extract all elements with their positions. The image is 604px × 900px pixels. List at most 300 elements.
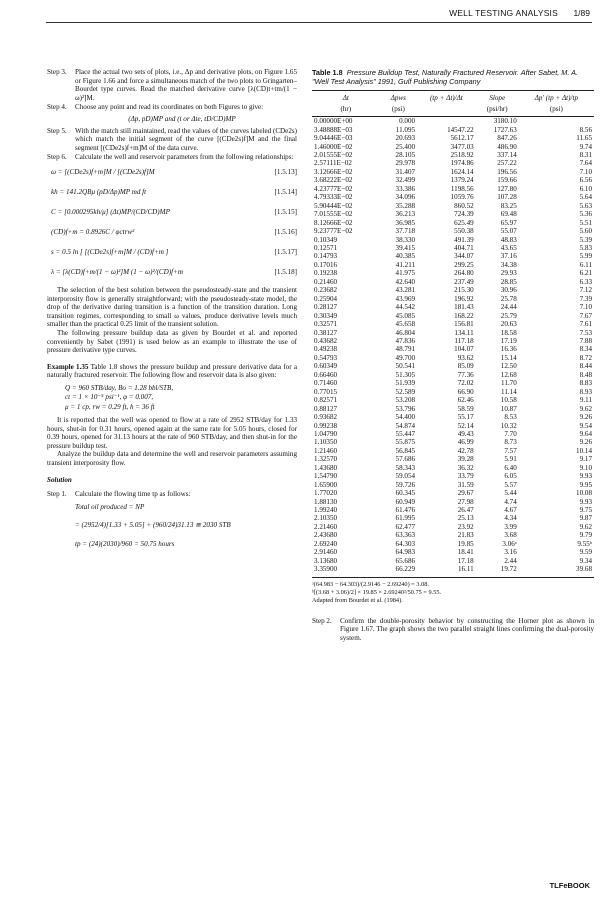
table-cell: 2.44	[504, 556, 517, 565]
table-cell: 29.67	[457, 489, 474, 498]
table-row	[312, 312, 594, 320]
table-cell: 5612.17	[450, 134, 474, 143]
table-cell: 5.91	[504, 455, 517, 464]
table-row	[312, 405, 594, 413]
table-cell: 28.105	[395, 151, 416, 159]
table-cell	[417, 117, 476, 126]
table-cell: 1.32570	[314, 455, 338, 464]
column-unit: (psi)	[380, 104, 417, 117]
table-cell: 59.054	[395, 472, 416, 481]
table-row	[312, 151, 594, 159]
table-row	[312, 176, 594, 184]
table-cell: 5.63	[579, 201, 592, 210]
table-cell: 0.32571	[314, 320, 338, 329]
table-cell: 9.17	[579, 455, 592, 464]
table-cell: 21.83	[457, 531, 474, 540]
table-cell: 5.60	[579, 227, 592, 236]
right-column	[312, 68, 594, 643]
table-cell: 3.68	[504, 531, 517, 540]
table-cell: 63.363	[395, 531, 416, 540]
table-cell: 1.04790	[314, 429, 338, 438]
table-cell: 9.74	[579, 142, 592, 151]
table-cell: 20.693	[395, 134, 416, 143]
table-cell: 1.21460	[314, 446, 338, 455]
table-cell: 7.67	[579, 311, 592, 320]
table-cell: 9.75	[579, 506, 592, 515]
table-row	[312, 557, 594, 565]
table-cell: 11.095	[395, 125, 416, 134]
table-cell: 0.000	[399, 117, 416, 126]
table-cell: 93.62	[457, 353, 474, 362]
table-cell: 56.845	[395, 446, 416, 455]
step-3: Step 3. Place the actual two sets of plots, i.e., Δp and derivative plots, on Figure 1.65 or Figure 1.66 and force a simultaneous match of the two plots to Gringarten–Bourdet type curves. Read the matched derivative curve [λ(CD)t+tm/(1 − ω)²]M.	[47, 68, 297, 102]
table-cell: 159.66	[497, 176, 517, 185]
table-cell: 42.640	[395, 277, 416, 286]
table-cell: 8.53	[504, 413, 517, 422]
table-row	[312, 193, 594, 201]
table-cell: 1.54790	[314, 472, 338, 481]
table-row	[312, 362, 594, 370]
table-row	[312, 379, 594, 387]
table-cell: 25.79	[500, 311, 517, 320]
column-header: (tp + Δt)/Δt	[417, 91, 476, 104]
solution-step-2: Step 2. Confirm the double-porosity behavior by constructing the Horner plot as shown in Figure 1.67. The graph shows the two parallel straight lines confirming the dual-porosity system.	[312, 616, 594, 642]
table-cell: 54.874	[395, 421, 416, 430]
table-cell: 11.65	[576, 134, 592, 143]
table-row	[312, 134, 594, 142]
table-cell: 156.81	[454, 320, 474, 329]
table-row	[312, 388, 594, 396]
table-cell: 0.88127	[314, 404, 338, 413]
table-cell: 19.72	[500, 565, 517, 574]
table-cell: 65.97	[500, 218, 517, 227]
table-cell: 19.85	[457, 539, 474, 548]
table-cell: 5.99	[579, 252, 592, 261]
table-cell: 2.57111E−02	[314, 159, 352, 168]
table-cell: 53.208	[395, 396, 416, 405]
table-cell: 0.19238	[314, 269, 338, 278]
table-cell: 2518.92	[450, 151, 474, 159]
table-cell: 491.39	[454, 235, 474, 244]
table-row	[312, 455, 594, 463]
table-cell: 64.303	[395, 539, 416, 548]
table-cell: 57.686	[395, 455, 416, 464]
table-cell: 52.589	[395, 387, 416, 396]
table-cell: 8.12666E−02	[314, 218, 353, 227]
table-cell: 55.17	[457, 413, 474, 422]
table-cell: 1.99240	[314, 506, 338, 515]
table-cell: 1.77020	[314, 489, 338, 498]
table-cell: 6.11	[579, 260, 592, 269]
table-cell: 1974.86	[450, 159, 474, 168]
table-cell: 0.14793	[314, 252, 338, 261]
table-cell: 48.791	[395, 345, 416, 354]
given-data: Q = 960 STB/day, Bo = 1.28 bbl/STB, ct = 1 × 10⁻⁵ psi⁻¹, φ = 0.007, μ = 1 cp, rw = 0.29 ft, h = 36 ft	[65, 383, 174, 411]
table-cell: 40.385	[395, 252, 416, 261]
table-row	[312, 210, 594, 218]
table-cell: 0.82571	[314, 396, 338, 405]
table-cell: 344.07	[454, 252, 474, 261]
table-row	[312, 514, 594, 522]
table-cell: 36.985	[395, 218, 416, 227]
table-notes: ᵃ(64.983 − 64.303)/(2.9146 − 2.69240) = 3.08. ᵇ[(3.68 + 3.06)/2] × 19.85 × 2.69240²/50.75 = 9.55. Adapted from Bourdet et al. (1984).	[312, 580, 442, 604]
table-cell: 58.343	[395, 463, 416, 472]
table-cell: 10.87	[500, 404, 517, 413]
table-cell: 45.658	[395, 320, 416, 329]
table-cell: 39.28	[457, 455, 474, 464]
page-number: 1/89	[573, 8, 590, 18]
match-point-coords: (Δp, pD)MP and (t or Δte, tD/CD)MP	[128, 114, 236, 123]
table-cell: 77.36	[457, 370, 474, 379]
table-cell: 9.26	[579, 438, 592, 447]
table-cell: 8.56	[579, 125, 592, 134]
table-cell: 0.60349	[314, 362, 338, 371]
table-cell: 5.51	[579, 218, 592, 227]
table-cell: 0.30349	[314, 311, 338, 320]
paragraph-solution-selection: The selection of the best solution between the pseudosteady-state and the transient interporosity flow is generally straightforward; with the pseudosteady-state model, the drop of the derivative during transition is a function of the transition duration. Long transition regimes, corresponding to small ω values, produce derivative levels much smaller than the practical 0.25 limit of the transient solution.	[47, 285, 297, 329]
table-cell: 2.43680	[314, 531, 338, 540]
table-cell: 55.07	[500, 227, 517, 236]
table-cell: 5.57	[504, 480, 517, 489]
table-cell: 69.48	[500, 210, 517, 219]
table-cell: 9.79	[579, 531, 592, 540]
table-cell: 1198.56	[450, 184, 474, 193]
table-cell: 0.10349	[314, 235, 338, 244]
table-row	[312, 269, 594, 277]
table-row	[312, 464, 594, 472]
table-cell: 8.73	[504, 438, 517, 447]
table-cell: 18.41	[457, 548, 474, 557]
table-cell: 53.796	[395, 404, 416, 413]
solution-step-1: Step 1. Calculate the flowing time tp as follows:	[47, 490, 191, 499]
table-row	[312, 295, 594, 303]
table-cell: 0.66460	[314, 370, 338, 379]
table-row	[312, 422, 594, 430]
table-cell: 43.969	[395, 294, 416, 303]
example-1-35: Example 1.35 Table 1.8 shows the pressure buildup and pressure derivative data for a naturally fractured reservoir. The following flow and reservoir data is also given:	[47, 362, 297, 380]
paragraph-task: Analyze the buildup data and determine the well and reservoir parameters assuming transient interporosity flow.	[47, 450, 297, 468]
paragraph-flow-history: It is reported that the well was opened to flow at a rate of 2952 STB/day for 1.33 hours, shut-in for 0.31 hours, opened again at the same rate for 5.05 hours, closed for 0.39 hours, opened for 31.13 hours at the rate of 960 STB/day, and then shut-in for the pressure buildup test.	[47, 416, 297, 450]
table-row	[312, 506, 594, 514]
table-cell: 8.48	[579, 370, 592, 379]
table-cell: 29.93	[500, 269, 517, 278]
table-cell: 5.39	[579, 235, 592, 244]
table-cell: 0.23682	[314, 286, 338, 295]
table-row	[312, 354, 594, 362]
table-cell: 34.38	[500, 260, 517, 269]
table-cell: 860.52	[454, 201, 474, 210]
table-row	[312, 447, 594, 455]
table-cell: 60.949	[395, 497, 416, 506]
column-unit: (psi/hr)	[476, 104, 519, 117]
table-cell: 41.975	[395, 269, 416, 278]
table-cell: 4.79333E−02	[314, 193, 353, 202]
table-row	[312, 489, 594, 497]
calc-cumulative: = (2952/4)[1.33 + 5.05] + (960/24)31.13 ≅ 2030 STB	[75, 521, 231, 530]
table-cell: 0.43682	[314, 336, 338, 345]
table-cell: 30.96	[500, 286, 517, 295]
table-cell: 61.476	[395, 506, 416, 515]
table-caption: Table 1.8 Pressure Buildup Test, Naturally Fractured Reservoir. After Sabet, M. A. "Well Test Analysis" 1991, Gulf Publishing Company	[312, 68, 579, 86]
table-row	[312, 345, 594, 353]
table-cell: 4.67	[504, 506, 517, 515]
buildup-data-table	[312, 90, 594, 578]
table-cell: 0.71460	[314, 379, 338, 388]
table-cell: 215.30	[454, 286, 474, 295]
column-unit: (hr)	[312, 104, 380, 117]
table-cell: 46.804	[395, 328, 416, 337]
table-cell: 9.11	[579, 396, 592, 405]
table-cell: 7.88	[579, 336, 592, 345]
table-cell: 29.978	[395, 159, 416, 168]
table-cell: 42.78	[457, 446, 474, 455]
table-row	[312, 219, 594, 227]
table-cell: 847.26	[497, 134, 517, 143]
table-cell: 33.386	[395, 184, 416, 193]
table-cell: 72.02	[457, 379, 474, 388]
table-cell: 5.64	[579, 193, 592, 202]
table-row	[312, 227, 594, 235]
equation-1-5-14: kh = 141.2QBμ (pD/Δp)MP md ft [1.5.14]	[51, 187, 297, 196]
table-cell: 25.400	[395, 142, 416, 151]
table-row	[312, 244, 594, 252]
table-cell: 12.68	[500, 370, 517, 379]
footer-watermark: TLFeBOOK	[549, 881, 590, 890]
table-row	[312, 261, 594, 269]
table-cell	[519, 117, 594, 126]
table-cell: 10.14	[576, 446, 592, 455]
table-cell: 0.93682	[314, 413, 338, 422]
table-row	[312, 371, 594, 379]
table-cell: 9.04446E−03	[314, 134, 353, 143]
table-cell: 0.28127	[314, 303, 338, 312]
table-cell: 83.25	[500, 201, 517, 210]
table-cell: 0.25904	[314, 294, 338, 303]
table-cell: 5.44	[504, 489, 517, 498]
table-cell: 337.14	[497, 151, 517, 159]
table-cell: 18.58	[500, 328, 517, 337]
table-cell: 1624.14	[450, 167, 474, 176]
table-cell: 50.541	[395, 362, 416, 371]
table-cell: 7.01555E−02	[314, 210, 353, 219]
table-cell: 7.12	[579, 286, 592, 295]
table-cell: 4.23777E−02	[314, 184, 353, 193]
table-cell: 8.72	[579, 353, 592, 362]
table-cell: 9.34	[579, 556, 592, 565]
table-row	[312, 430, 594, 438]
table-cell: 7.39	[579, 294, 592, 303]
table-row	[312, 117, 594, 126]
table-cell: 16.36	[500, 345, 517, 354]
table-cell: 37.718	[395, 227, 416, 236]
table-cell: 6.56	[579, 176, 592, 185]
table-cell: 9.95	[579, 480, 592, 489]
table-cell: 107.28	[497, 193, 517, 202]
table-cell: 7.10	[579, 303, 592, 312]
table-cell: 550.38	[454, 227, 474, 236]
table-row	[312, 320, 594, 328]
table-cell: 55.447	[395, 429, 416, 438]
table-row	[312, 286, 594, 294]
table-cell: 49.700	[395, 353, 416, 362]
table-cell: 9.54	[579, 421, 592, 430]
table-row	[312, 498, 594, 506]
table-cell: 5.90444E−02	[314, 201, 353, 210]
table-cell: 64.983	[395, 548, 416, 557]
table-cell: 1.65900	[314, 480, 338, 489]
table-cell: 10.08	[576, 489, 592, 498]
table-cell: 2.91460	[314, 548, 338, 557]
table-cell: 8.31	[579, 151, 592, 159]
table-cell: 3.16	[504, 548, 517, 557]
table-cell: 34.096	[395, 193, 416, 202]
table-cell: 35.288	[395, 201, 416, 210]
table-cell: 9.64	[579, 429, 592, 438]
table-row	[312, 143, 594, 151]
table-cell: 4.74	[504, 497, 517, 506]
step-5: Step 5. With the match still maintained, read the values of the curves labeled (CDe2s) which match the initial segment of the curve [(CDe2s)f]M and the final segment [(CDe2s)f+m]M of the data curve.	[47, 126, 297, 152]
step-6: Step 6. Calculate the well and reservoir parameters from the following relationships:	[47, 153, 294, 162]
table-cell: 7.53	[579, 328, 592, 337]
table-cell: 43.281	[395, 286, 416, 295]
table-cell: 55.875	[395, 438, 416, 447]
table-cell: 0.21460	[314, 277, 338, 286]
table-cell: 37.16	[500, 252, 517, 261]
table-cell: 2.69240	[314, 539, 338, 548]
column-header: Δp′ (tp + Δt)/tp	[519, 91, 594, 104]
table-cell: 127.80	[497, 184, 517, 193]
table-cell: 52.14	[457, 421, 474, 430]
table-row	[312, 481, 594, 489]
header-rule	[46, 22, 592, 23]
table-cell: 44.542	[395, 303, 416, 312]
table-row	[312, 548, 594, 556]
table-cell: 39.415	[395, 243, 416, 252]
table-row	[312, 531, 594, 539]
table-cell: 9.26	[579, 413, 592, 422]
table-cell: 14547.22	[447, 125, 474, 134]
table-cell: 299.25	[454, 260, 474, 269]
table-cell: 6.40	[504, 463, 517, 472]
table-cell: 20.63	[500, 320, 517, 329]
table-cell: 49.43	[457, 429, 474, 438]
table-cell: 36.213	[395, 210, 416, 219]
table-cell: 24.44	[500, 303, 517, 312]
table-cell: 9.93	[579, 472, 592, 481]
table-row	[312, 236, 594, 244]
table-cell: 3477.03	[450, 142, 474, 151]
table-cell: 3.68222E−02	[314, 176, 353, 185]
table-cell: 17.18	[457, 556, 474, 565]
table-cell: 9.55ᵇ	[577, 539, 592, 548]
table-cell: 9.62	[579, 522, 592, 531]
solution-heading: Solution	[47, 475, 72, 484]
table-cell: 41.211	[395, 260, 416, 269]
table-cell: 264.80	[454, 269, 474, 278]
table-row	[312, 396, 594, 404]
table-cell: 36.32	[457, 463, 474, 472]
table-row	[312, 540, 594, 548]
table-cell: 65.686	[395, 556, 416, 565]
table-cell: 51.939	[395, 379, 416, 388]
table-cell: 1.46000E−02	[314, 142, 353, 151]
table-cell: 7.61	[579, 320, 592, 329]
table-cell: 6.10	[579, 184, 592, 193]
table-cell: 27.98	[457, 497, 474, 506]
column-header: Δt	[312, 91, 380, 104]
table-cell: 60.345	[395, 489, 416, 498]
table-cell: 237.49	[454, 277, 474, 286]
table-cell: 3.06ᵃ	[502, 539, 517, 548]
table-cell: 2.21460	[314, 522, 338, 531]
table-cell: 59.726	[395, 480, 416, 489]
table-cell: 7.70	[504, 429, 517, 438]
table-cell: 33.79	[457, 472, 474, 481]
equation-1-5-17: s = 0.5 ln [ [(CDe2s)f+m]M / (CD)f+m ] [1.5.17]	[51, 247, 297, 256]
equation-1-5-16: (CD)f+m = 0.8926C / φctrw² [1.5.16]	[51, 227, 297, 236]
total-oil-produced: Total oil produced = NP	[75, 502, 145, 511]
table-cell: 8.34	[579, 345, 592, 354]
table-cell: 134.11	[454, 328, 474, 337]
table-cell: 1379.24	[450, 176, 474, 185]
table-cell: 257.22	[497, 159, 517, 168]
equation-1-5-18: λ = [λ(CD)f+m/(1 − ω)²]M (1 − ω)²/(CD)f+m [1.5.18]	[51, 267, 297, 276]
running-title: WELL TESTING ANALYSIS	[449, 8, 558, 18]
table-cell: 2.01555E−02	[314, 151, 353, 159]
table-row	[312, 159, 594, 167]
table-cell: 6.33	[579, 277, 592, 286]
table-cell: 5.36	[579, 210, 592, 219]
table-cell: 6.05	[504, 472, 517, 481]
table-cell: 46.99	[457, 438, 474, 447]
table-cell: 47.836	[395, 336, 416, 345]
table-cell: 62.477	[395, 522, 416, 531]
table-row	[312, 523, 594, 531]
table-cell: 3.35900	[314, 565, 338, 574]
table-cell: 51.305	[395, 370, 416, 379]
table-cell: 0.17016	[314, 260, 338, 269]
table-cell: 3.99	[504, 522, 517, 531]
column-unit: (psi)	[519, 104, 594, 117]
table-row	[312, 303, 594, 311]
table-row	[312, 278, 594, 286]
table-cell: 3.48888E−03	[314, 125, 353, 134]
table-cell: 404.71	[454, 243, 474, 252]
table-cell: 625.49	[454, 218, 474, 227]
table-cell: 117.18	[454, 336, 474, 345]
table-cell: 3.13680	[314, 556, 338, 565]
table-cell: 196.92	[454, 294, 474, 303]
table-cell: 31.59	[457, 480, 474, 489]
table-cell: 8.93	[579, 387, 592, 396]
table-row	[312, 329, 594, 337]
table-cell: 0.00000E+00	[314, 117, 353, 126]
table-cell: 62.46	[457, 396, 474, 405]
table-cell: 7.64	[579, 159, 592, 168]
calc-flowing-time: tp = (24)(2030)/960 = 50.75 hours	[75, 540, 175, 549]
left-column	[47, 68, 297, 549]
table-cell: 32.499	[395, 176, 416, 185]
table-cell: 0.12571	[314, 243, 338, 252]
table-cell: 5.83	[579, 243, 592, 252]
paragraph-example-intro: The following pressure buildup data as given by Bourdet et al. and reported conveniently by Sabet (1991) is used below as an example to illustrate the use of pressure derivative type curves.	[47, 328, 297, 355]
table-cell: 1727.63	[493, 125, 517, 134]
table-cell: 9.59	[579, 548, 592, 557]
table-cell: 3.12666E−02	[314, 167, 353, 176]
table-row	[312, 185, 594, 193]
table-row	[312, 565, 594, 577]
table-cell: 58.59	[457, 404, 474, 413]
